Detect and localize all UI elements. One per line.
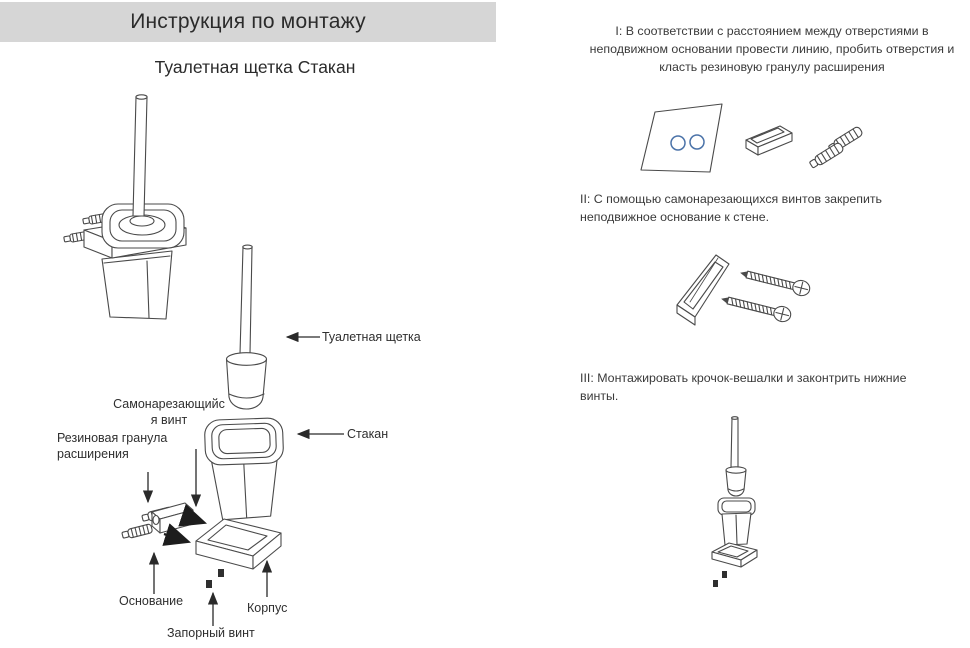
page-subtitle: Туалетная щетка Стакан [154, 57, 356, 77]
label-housing: Корпус [247, 601, 288, 615]
step-1-figure [630, 96, 965, 188]
exploded-brush-cup-drawing [204, 245, 285, 520]
lock-screw-2 [218, 569, 224, 577]
small-lock-screw-1 [722, 571, 727, 578]
step-2-text: II: С помощью самонарезающихся винтов закрепить неподвижное основание к стене. [580, 192, 883, 224]
label-self-tapping-screw-line1: Самонарезающийс [113, 397, 225, 411]
self-tapping-screw-1 [738, 266, 811, 298]
brush-handle [240, 247, 252, 354]
step-3-text: III: Монтажировать крочок-вешалки и законтрить нижние винты. [580, 371, 907, 403]
base-bracket-small [746, 126, 792, 155]
self-tapping-screw-2 [719, 292, 792, 324]
label-rubber-anchor: Резиновая гранула расширения [57, 431, 168, 462]
page-title: Инструкция по монтажу [130, 10, 366, 33]
small-brush-head [726, 470, 746, 496]
label-base: Основание [119, 594, 184, 608]
small-housing-tray [712, 543, 757, 567]
rubber-anchor-2 [121, 524, 152, 540]
rubber-anchor-b [809, 142, 845, 170]
lock-screw-1 [206, 580, 212, 588]
small-cup [718, 498, 755, 545]
label-self-tapping-screw [108, 397, 230, 428]
label-self-tapping-screw-line2: я винт [150, 412, 188, 427]
step-1-text: I: В соответствии с расстоянием между отверстиями в неподвижном основании провести линию, пробить отверстия и класть резиновую гранулу расширения [589, 24, 955, 74]
step-3-figure [685, 413, 795, 623]
cup-drawing [204, 418, 285, 521]
small-lock-screw-2 [713, 580, 718, 587]
brush-head [227, 359, 267, 409]
label-brush: Туалетная щетка [322, 330, 421, 344]
label-lock-screw: Запорный винт [167, 626, 255, 640]
assembled-unit-drawing [64, 95, 186, 319]
label-cup: Стакан [347, 427, 389, 441]
step-2-figure [660, 245, 880, 355]
small-brush-handle [731, 418, 738, 467]
housing-tray [196, 519, 281, 569]
wall-plate [641, 104, 722, 172]
base-bracket-frame [677, 255, 729, 325]
